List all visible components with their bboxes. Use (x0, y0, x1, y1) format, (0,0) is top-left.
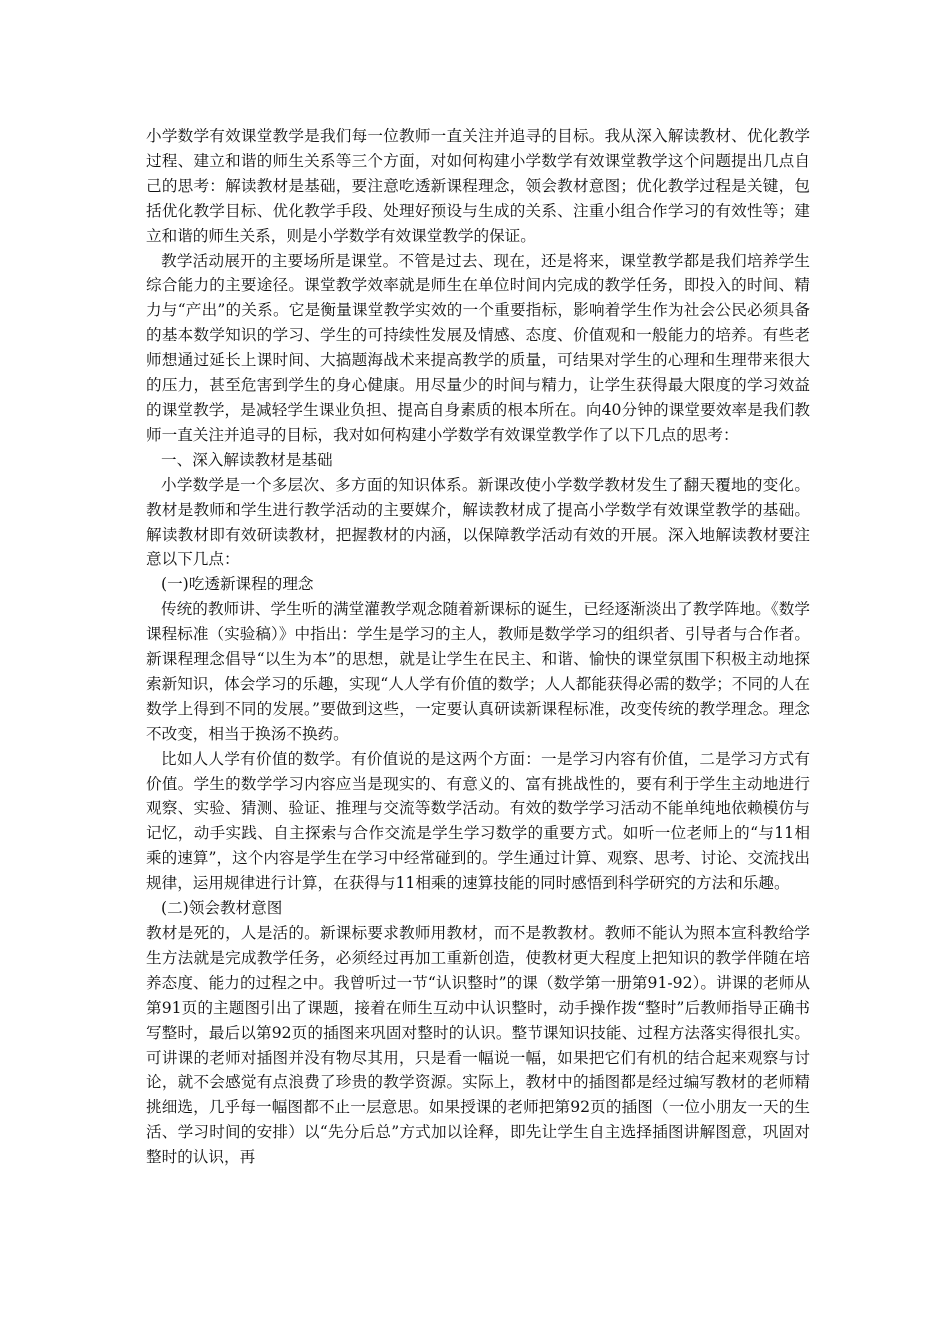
subsection-heading-1: (一)吃透新课程的理念 (161, 575, 314, 594)
paragraph-textbook: 小学数学是一个多层次、多方面的知识体系。新课改使小学数学教材发生了翻天覆地的变化。教材是教师和学生进行教学活动的主要媒介，解读教材成了提高小学数学有效课堂教学的基础。解读教材即有效研读教材，把握教材的内涵，以保障教学活动有效的开展。深入地解读教材要注意以下几点： (146, 475, 810, 569)
section-heading-1: 一、深入解读教材是基础 (161, 450, 333, 469)
paragraph-textbook-intent: 教材是死的，人是活的。新课标要求教师用教材，而不是教教材。教师不能认为照本宣科教给学生方法就是完成教学任务，必须经过再加工重新创造，使教材更大程度上把知识的教学伴随在培养态度、能力的过程之中。我曾听过一节“认识整时”的课（数学第一册第91-92）。讲课的老师从第91页的主题图引出了课题，接着在师生互动中认识整时，动手操作拨“整时”后教师指导正确书写整时，最后以第92页的插图来巩固对整时的认识。整节课知识技能、过程方法落实得很扎实。可讲课的老师对插图并没有物尽其用，只是看一幅说一幅，如果把它们有机的结合起来观察与讨论，就不会感觉有点浪费了珍贵的教学资源。实际上，教材中的插图都是经过编写教材的老师精挑细选，几乎每一幅图都不止一层意思。如果授课的老师把第92页的插图（一位小朋友一天的生活、学习时间的安排）以“先分后总”方式加以诠释，即先让学生自主选择插图讲解图意，巩固对整时的认识，再 (146, 924, 810, 1167)
paragraph-classroom: 教学活动展开的主要场所是课堂。不管是过去、现在，还是将来，课堂教学都是我们培养学生综合能力的主要途径。课堂教学效率就是师生在单位时间内完成的教学任务，即投入的时间、精力与“产出”的关系。它是衡量课堂教学实效的一个重要指标，影响着学生作为社会公民必须具备的基本数学知识的学习、学生的可持续性发展及情感、态度、价值观和一般能力的培养。有些老师想通过延长上课时间、大搞题海战术来提高教学的质量，可结果对学生的心理和生理带来很大的压力，甚至危害到学生的身心健康。用尽量少的时间与精力，让学生获得最大限度的学习效益的课堂教学，是减轻学生课业负担、提高自身素质的根本所在。向40分钟的课堂要效率是我们教师一直关注并追寻的目标，我对如何构建小学数学有效课堂教学作了以下几点的思考： (146, 251, 810, 444)
document-body (146, 124, 810, 1170)
subsection-heading-2: (二)领会教材意图 (161, 899, 283, 918)
paragraph-curriculum-concept: 传统的教师讲、学生听的满堂灌教学观念随着新课标的诞生，已经逐渐淡出了教学阵地。《数学课程标准（实验稿）》中指出：学生是学习的主人，教师是数学学习的组织者、引导者与合作者。新课程理念倡导“以生为本”的思想，就是让学生在民主、和谐、愉快的课堂氛围下积极主动地探索新知识，体会学习的乐趣，实现“人人学有价值的数学；人人都能获得必需的数学；不同的人在数学上得到不同的发展。”要做到这些，一定要认真研读新课程标准，改变传统的教学理念。理念不改变，相当于换汤不换药。 (146, 600, 810, 743)
paragraph-valuable-math: 比如人人学有价值的数学。有价值说的是这两个方面：一是学习内容有价值，二是学习方式有价值。学生的数学学习内容应当是现实的、有意义的、富有挑战性的，要有利于学生主动地进行观察、实验、猜测、验证、推理与交流等数学活动。有效的数学学习活动不能单纯地依赖模仿与记忆，动手实践、自主探索与合作交流是学生学习数学的重要方式。如听一位老师上的“与11相乘的速算”，这个内容是学生在学习中经常碰到的。学生通过计算、观察、思考、讨论、交流找出规律，运用规律进行计算，在获得与11相乘的速算技能的同时感悟到科学研究的方法和乐趣。 (146, 749, 810, 893)
paragraph-intro: 小学数学有效课堂教学是我们每一位教师一直关注并追寻的目标。我从深入解读教材、优化教学过程、建立和谐的师生关系等三个方面，对如何构建小学数学有效课堂教学这个问题提出几点自己的思考：解读教材是基础，要注意吃透新课程理念，领会教材意图；优化教学过程是关键，包括优化教学目标、优化教学手段、处理好预设与生成的关系、注重小组合作学习的有效性等；建立和谐的师生关系，则是小学数学有效课堂教学的保证。 (146, 127, 810, 245)
